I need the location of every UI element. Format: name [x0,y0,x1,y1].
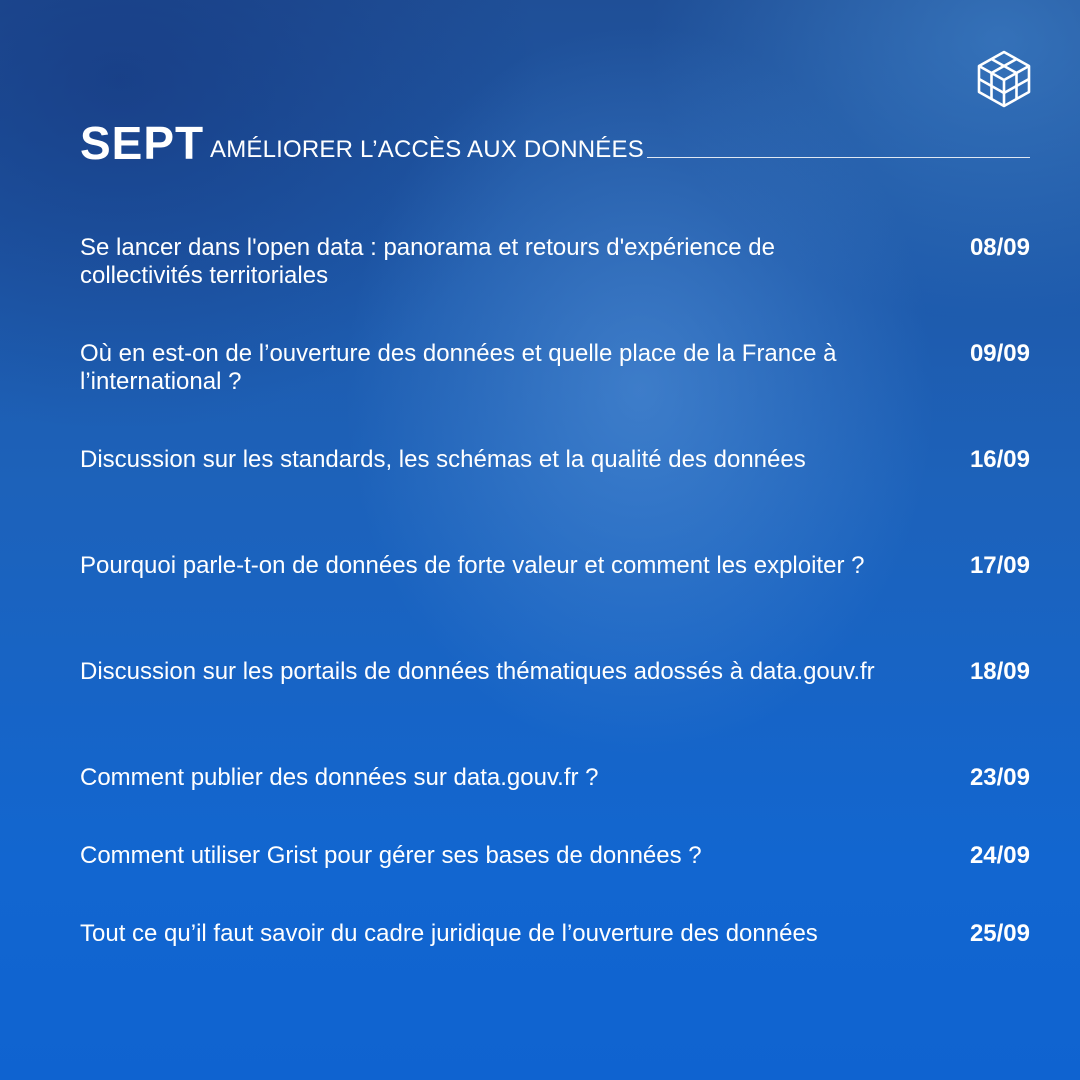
event-title: Tout ce qu’il faut savoir du cadre juridique de l’ouverture des données [80,920,818,947]
event-date: 17/09 [969,552,1030,579]
event-date: 24/09 [969,842,1030,869]
event-date: 18/09 [969,658,1030,685]
data-cubes-logo-icon [976,50,1032,108]
event-title: Comment publier des données sur data.gouv.fr ? [80,764,599,791]
event-title: Discussion sur les standards, les schémas et la qualité des données [80,446,806,473]
event-title: Pourquoi parle-t-on de données de forte valeur et comment les exploiter ? [80,552,865,579]
page-header [80,118,1030,168]
event-date: 09/09 [969,340,1030,367]
month-title: SEPT [80,117,205,169]
event-date: 23/09 [969,764,1030,791]
header-divider [647,157,1030,158]
page-subtitle: AMÉLIORER L’ACCÈS AUX DONNÉES [210,136,644,163]
event-title: Se lancer dans l'open data : panorama et retours d'expérience de collectivités territoriales [80,234,775,289]
event-title: Où en est-on de l’ouverture des données et quelle place de la France à l’international ? [80,340,837,395]
event-date: 08/09 [969,234,1030,261]
event-date: 16/09 [969,446,1030,473]
event-date: 25/09 [969,920,1030,947]
event-title: Comment utiliser Grist pour gérer ses bases de données ? [80,842,702,869]
event-title: Discussion sur les portails de données thématiques adossés à data.gouv.fr [80,658,875,685]
